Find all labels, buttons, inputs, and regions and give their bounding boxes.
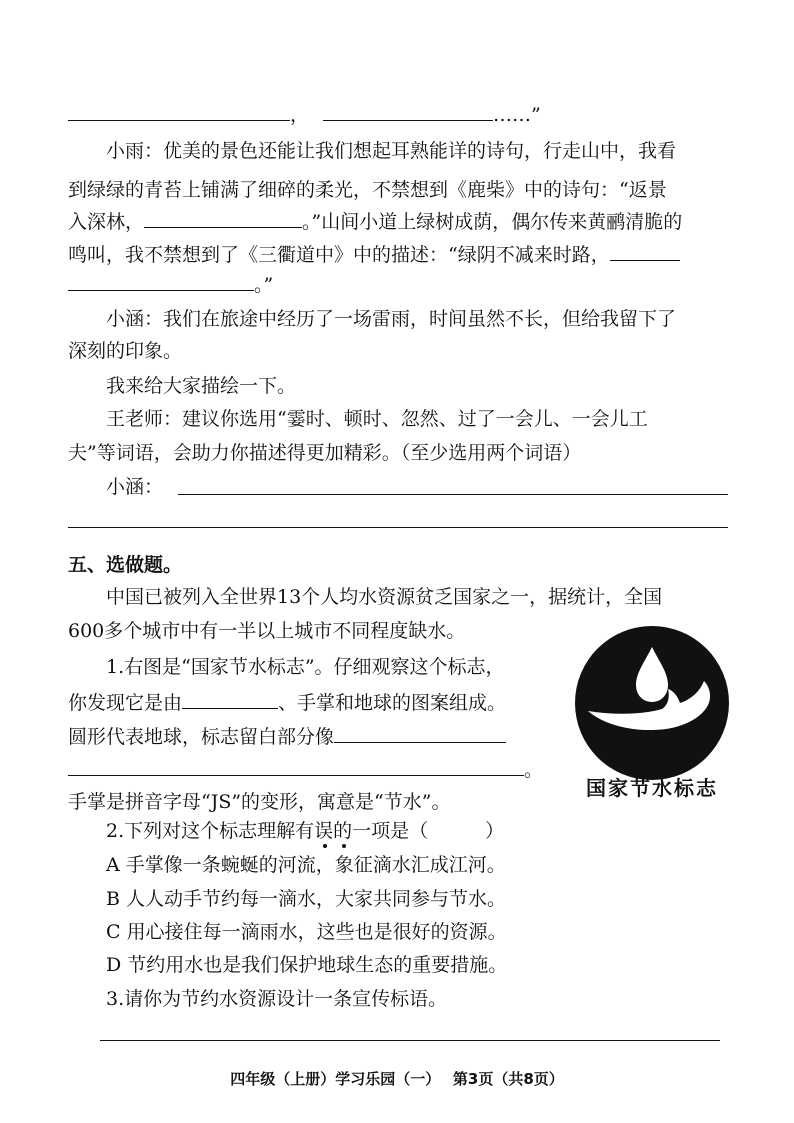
q1-line-3: 圆形代表地球，标志留白部分像: [68, 722, 506, 750]
teacher-line-2: 夫”等词语，会助力你描述得更加精彩。（至少选用两个词语）: [68, 442, 582, 464]
q1-line-4: 。: [68, 755, 543, 783]
logo-caption: 国家节水标志: [586, 776, 718, 800]
q1-blank-2[interactable]: [334, 722, 506, 743]
poem-blank-2b[interactable]: [68, 270, 254, 291]
xiaohan-answer-label: 小涵：: [106, 476, 164, 498]
footer-divider: [100, 1040, 720, 1041]
option-c[interactable]: C 用心接住每一滴雨水，这些也是很好的资源。: [106, 921, 507, 943]
top-continuation-line: ， ……”: [68, 100, 541, 128]
page-footer: 四年级（上册）学习乐园（一） 第3页（共8页）: [230, 1070, 564, 1088]
poem-blank-1[interactable]: [144, 207, 302, 228]
intro-line-2: 600多个城市中有一半以上城市不同程度缺水。: [68, 620, 466, 642]
water-saving-logo-icon: [574, 625, 730, 781]
xiaoyu-line-1: 小雨：优美的景色还能让我们想起耳熟能详的诗句，行走山中，我看: [106, 140, 677, 162]
option-a[interactable]: A 手掌像一条蜿蜒的河流，象征滴水汇成江河。: [106, 854, 506, 876]
xiaoyu-line-2: 到绿绿的青苔上铺满了细碎的柔光，不禁想到《鹿柴》中的诗句：“返景: [68, 179, 667, 201]
option-d[interactable]: D 节约用水也是我们保护地球生态的重要措施。: [106, 954, 508, 976]
xiaohan-line-3: 我来给大家描绘一下。: [106, 375, 297, 397]
q1-line-1: 1.右图是“国家节水标志”。仔细观察这个标志，: [106, 656, 505, 678]
section-title: 五、选做题。: [68, 554, 183, 576]
answer-line[interactable]: [68, 527, 728, 528]
intro-line-1: 中国已被列入全世界13个人均水资源贫乏国家之一，据统计，全国: [106, 586, 663, 608]
q3-question: 3.请你为节约水资源设计一条宣传标语。: [106, 988, 448, 1010]
answer-blank[interactable]: [68, 100, 290, 121]
option-b[interactable]: B 人人动手节约每一滴水，大家共同参与节水。: [106, 888, 507, 910]
q1-line-2: 你发现它是由 、手掌和地球的图案组成。: [68, 688, 506, 716]
q1-blank-1[interactable]: [182, 688, 278, 709]
q1-blank-3[interactable]: [68, 755, 524, 776]
poem-blank-2a[interactable]: [610, 240, 680, 261]
xiaohan-line-2: 深刻的印象。: [68, 340, 183, 362]
answer-line[interactable]: [178, 494, 728, 495]
teacher-line-1: 王老师：建议你选用“霎时、顿时、忽然、过了一会儿、一会儿工: [106, 408, 648, 430]
xiaoyu-line-4: 鸣叫，我不禁想到了《三衢道中》中的描述：“绿阴不减来时路，: [68, 240, 680, 268]
answer-blank[interactable]: [323, 100, 493, 121]
emphasis-dot: [323, 844, 327, 848]
water-saving-logo: [574, 625, 730, 781]
xiaohan-line-1: 小涵：我们在旅途中经历了一场雷雨，时间虽然不长，但给我留下了: [106, 308, 677, 330]
q2-question: 2.下列对这个标志理解有误的一项是（ ）: [106, 820, 505, 842]
emphasis-dot: [342, 844, 346, 848]
q1-line-5: 手掌是拼音字母“JS”的变形，寓意是“节水”。: [68, 791, 451, 813]
xiaoyu-line-3: 入深林， 。”山间小道上绿树成荫，偶尔传来黄鹂清脆的: [68, 207, 682, 235]
xiaoyu-line-5: 。”: [68, 270, 273, 298]
